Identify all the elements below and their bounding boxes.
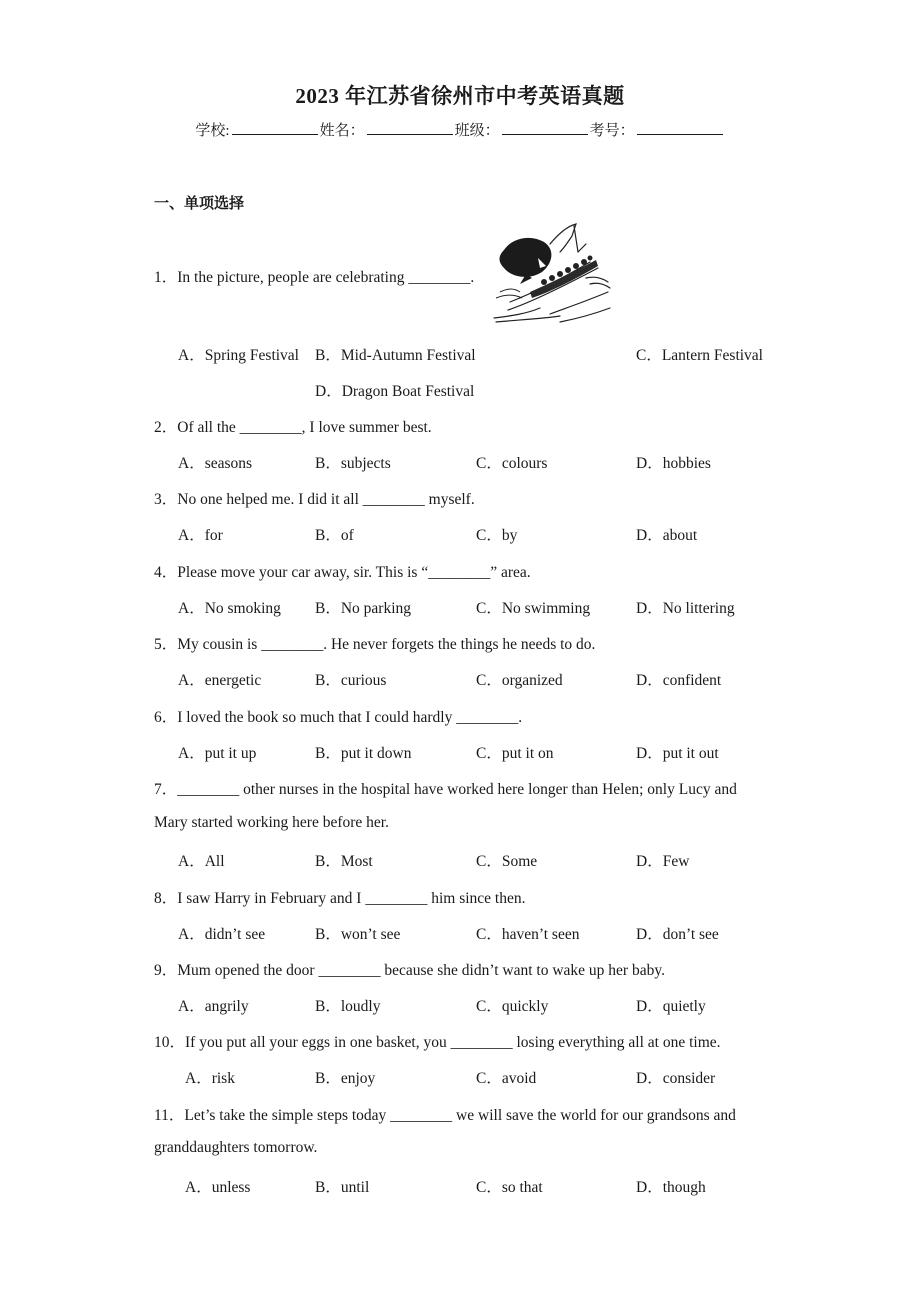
option-a[interactable]: A．seasons (178, 455, 253, 472)
option-c[interactable]: C．avoid (476, 1070, 537, 1087)
option-a[interactable]: A．energetic (178, 672, 262, 689)
school-blank[interactable] (232, 122, 318, 135)
exam-title: 2023 年江苏省徐州市中考英语真题 (295, 84, 625, 108)
option-b[interactable]: B．Most (315, 853, 373, 870)
question-text-continued: Mary started working here before her. (154, 814, 389, 831)
option-c[interactable]: C．by (476, 527, 518, 544)
exam-number-label: 考号： (589, 123, 635, 139)
option-c[interactable]: C．organized (476, 672, 563, 689)
option-a[interactable]: A．put it up (178, 745, 257, 762)
option-d[interactable]: D．consider (636, 1070, 716, 1087)
question-text: 6．I loved the book so much that I could hardly ________. (154, 709, 523, 726)
name-label: 姓名： (319, 123, 365, 139)
option-c[interactable]: C．Some (476, 853, 538, 870)
option-c[interactable]: C．haven’t seen (476, 926, 580, 943)
option-a[interactable]: A．didn’t see (178, 926, 266, 943)
question-text: 8．I saw Harry in February and I ________ him since then. (154, 890, 526, 907)
option-b[interactable]: B．loudly (315, 998, 381, 1015)
option-c[interactable]: C．so that (476, 1179, 543, 1196)
option-c[interactable]: C．quickly (476, 998, 549, 1015)
option-a[interactable]: A．unless (185, 1179, 251, 1196)
school-label: 学校: (195, 123, 230, 139)
option-d[interactable]: D．Few (636, 853, 690, 870)
option-a[interactable]: A．No smoking (178, 600, 281, 617)
option-b[interactable]: B．of (315, 527, 354, 544)
question-text: 3．No one helped me. I did it all ________ myself. (154, 491, 475, 508)
option-a[interactable]: A．All (178, 853, 225, 870)
question-text: 9．Mum opened the door ________ because she didn’t want to wake up her baby. (154, 962, 665, 979)
option-b[interactable]: B．put it down (315, 745, 412, 762)
option-c[interactable]: C．No swimming (476, 600, 591, 617)
option-a[interactable]: A．angrily (178, 998, 249, 1015)
name-field[interactable] (320, 119, 455, 140)
school-field[interactable] (195, 119, 319, 140)
option-b[interactable]: B．until (315, 1179, 370, 1196)
option-d[interactable]: D．put it out (636, 745, 719, 762)
option-a[interactable]: A．Spring Festival (178, 347, 299, 364)
option-d[interactable]: D．quietly (636, 998, 706, 1015)
question-text: 7．________ other nurses in the hospital have worked here longer than Helen; only Lucy and (154, 781, 737, 798)
option-d[interactable]: D．hobbies (636, 455, 711, 472)
option-b[interactable]: B．subjects (315, 455, 391, 472)
option-b[interactable]: B．No parking (315, 600, 412, 617)
question-text-continued: granddaughters tomorrow. (154, 1139, 318, 1156)
option-a[interactable]: A．for (178, 527, 223, 544)
section-title: 一、单项选择 (154, 194, 245, 212)
option-d[interactable]: D．though (636, 1179, 706, 1196)
option-b[interactable]: B．enjoy (315, 1070, 376, 1087)
class-blank[interactable] (502, 122, 588, 135)
class-label: 班级： (454, 123, 500, 139)
option-d[interactable]: D．Dragon Boat Festival (315, 383, 475, 400)
dragon-boat-picture (490, 222, 614, 326)
option-a[interactable]: A．risk (185, 1070, 235, 1087)
name-blank[interactable] (367, 122, 453, 135)
option-c[interactable]: C．put it on (476, 745, 554, 762)
option-c[interactable]: C．colours (476, 455, 548, 472)
option-d[interactable]: D．No littering (636, 600, 735, 617)
option-b[interactable]: B．curious (315, 672, 387, 689)
student-info-line (0, 119, 920, 140)
exam-number-blank[interactable] (637, 122, 723, 135)
option-b[interactable]: B．Mid-Autumn Festival (315, 347, 476, 364)
class-field[interactable] (455, 119, 590, 140)
option-b[interactable]: B．won’t see (315, 926, 401, 943)
exam-number-field[interactable] (590, 119, 725, 140)
question-text: 11．Let’s take the simple steps today ________ we will save the world for our grandsons and (154, 1107, 736, 1124)
question-text: 4．Please move your car away, sir. This is “________” area. (154, 564, 531, 581)
question-text: 2．Of all the ________, I love summer best. (154, 419, 432, 436)
option-d[interactable]: D．about (636, 527, 698, 544)
question-text: 10．If you put all your eggs in one basket, you ________ losing everything all at one time. (154, 1034, 721, 1051)
option-c[interactable]: C．Lantern Festival (636, 347, 763, 364)
option-d[interactable]: D．confident (636, 672, 722, 689)
question-text: 1．In the picture, people are celebrating ________. (154, 269, 475, 286)
question-text: 5．My cousin is ________. He never forgets the things he needs to do. (154, 636, 596, 653)
option-d[interactable]: D．don’t see (636, 926, 719, 943)
